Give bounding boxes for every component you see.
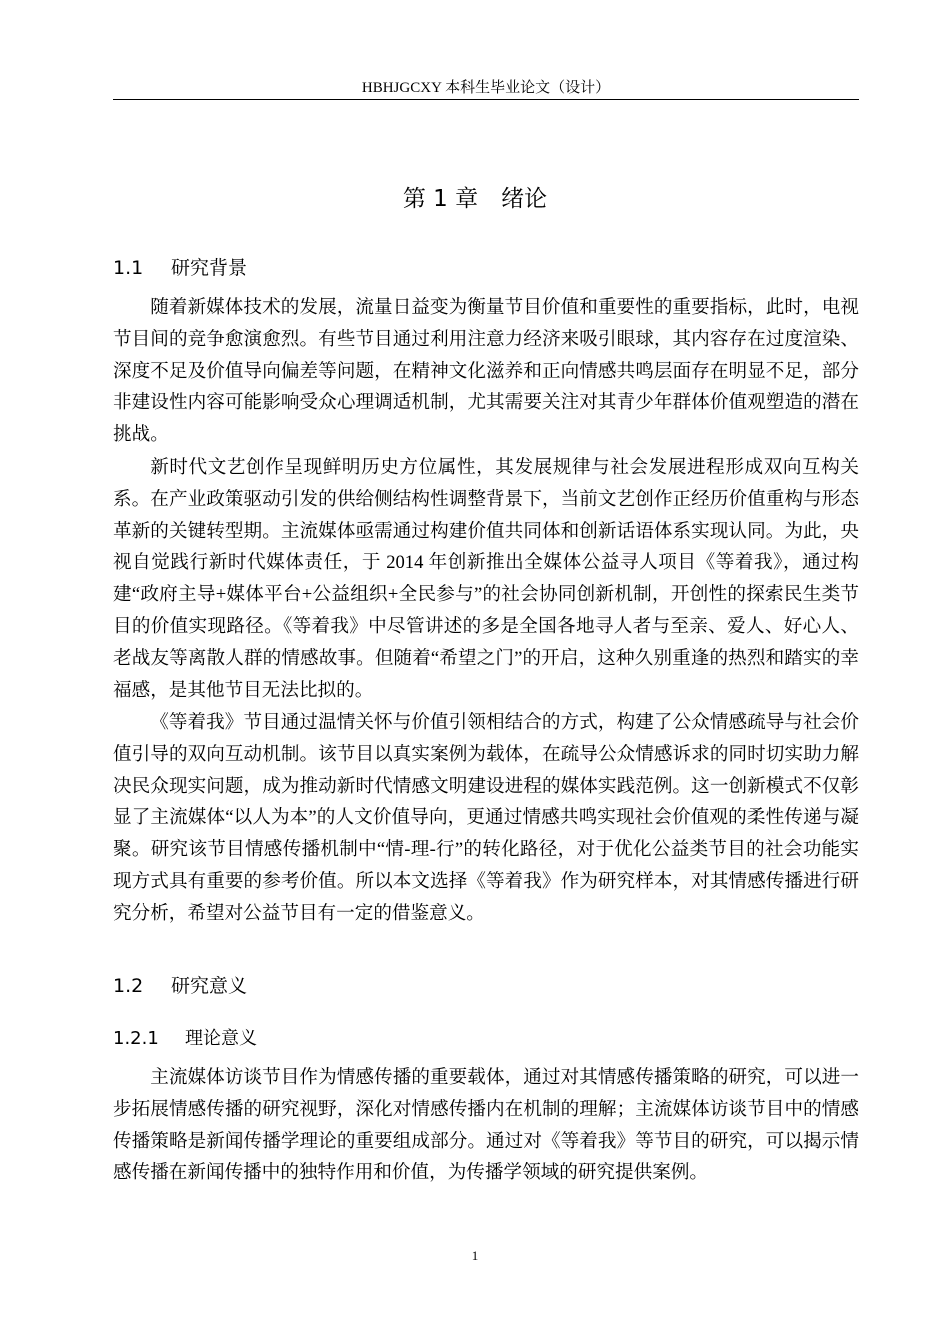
paragraph: 主流媒体访谈节目作为情感传播的重要载体，通过对其情感传播策略的研究，可以进一步拓展情感传播的研究视野，深化对情感传播内在机制的理解；主流媒体访谈节目中的情感传播策略是新闻传播学理论的重要组成部分。通过对《等着我》等节目的研究，可以揭示情感传播在新闻传播中的独特作用和价值，为传播学领域的研究提供案例。 xyxy=(113,1067,859,1184)
section-title: 研究意义 xyxy=(171,975,248,997)
section-number: 1.2.1 xyxy=(113,1028,159,1049)
chapter-title: 第 1 章 绪论 xyxy=(402,186,548,212)
section-heading-1-2 xyxy=(113,971,247,998)
section-number: 1.1 xyxy=(113,257,144,279)
page-header: HBHJGCXY 本科生毕业论文（设计） xyxy=(361,80,611,96)
header-rule xyxy=(113,99,859,100)
paragraph: 随着新媒体技术的发展，流量日益变为衡量节目价值和重要性的重要指标，此时，电视节目间的竞争愈演愈烈。有些节目通过利用注意力经济来吸引眼球，其内容存在过度渲染、深度不足及价值导向偏差等问题，在精神文化滋养和正向情感共鸣层面存在明显不足，部分非建设性内容可能影响受众心理调适机制，尤其需要关注对其青少年群体价值观塑造的潜在挑战。 xyxy=(113,297,859,446)
subsection-heading-1-2-1 xyxy=(113,1024,257,1050)
section-heading-1-1 xyxy=(113,253,247,280)
paragraph: 《等着我》节目通过温情关怀与价值引领相结合的方式，构建了公众情感疏导与社会价值引导的双向互动机制。该节目以真实案例为载体，在疏导公众情感诉求的同时切实助力解决民众现实问题，成为推动新时代情感文明建设进程的媒体实践范例。这一创新模式不仅彰显了主流媒体“以人为本”的人文价值导向，更通过情感共鸣实现社会价值观的柔性传递与凝聚。研究该节目情感传播机制中“情-理-行”的转化路径，对于优化公益类节目的社会功能实现方式具有重要的参考价值。所以本文选择《等着我》作为研究样本，对其情感传播进行研究分析，希望对公益节目有一定的借鉴意义。 xyxy=(113,712,859,924)
section-title: 研究背景 xyxy=(171,257,248,279)
section-number: 1.2 xyxy=(113,975,144,997)
paragraph: 新时代文艺创作呈现鲜明历史方位属性，其发展规律与社会发展进程形成双向互构关系。在产业政策驱动引发的供给侧结构性调整背景下，当前文艺创作正经历价值重构与形态革新的关键转型期。主流媒体亟需通过构建价值共同体和创新话语体系实现认同。为此，央视自觉践行新时代媒体责任，于 2014 年创新推出全媒体公益寻人项目《等着我》，通过构建“政府主导+媒体平台+公益组织+全民参与”的社会协同创新机制，开创性的探索民生类节目的价值实现路径。《等着我》中尽管讲述的多是全国各地寻人者与至亲、爱人、好心人、老战友等离散人群的情感故事。但随着“希望之门”的开启，这种久别重逢的热烈和踏实的幸福感，是其他节目无法比拟的。 xyxy=(113,457,859,701)
page-number: 1 xyxy=(471,1248,479,1263)
section-title: 理论意义 xyxy=(185,1028,257,1049)
